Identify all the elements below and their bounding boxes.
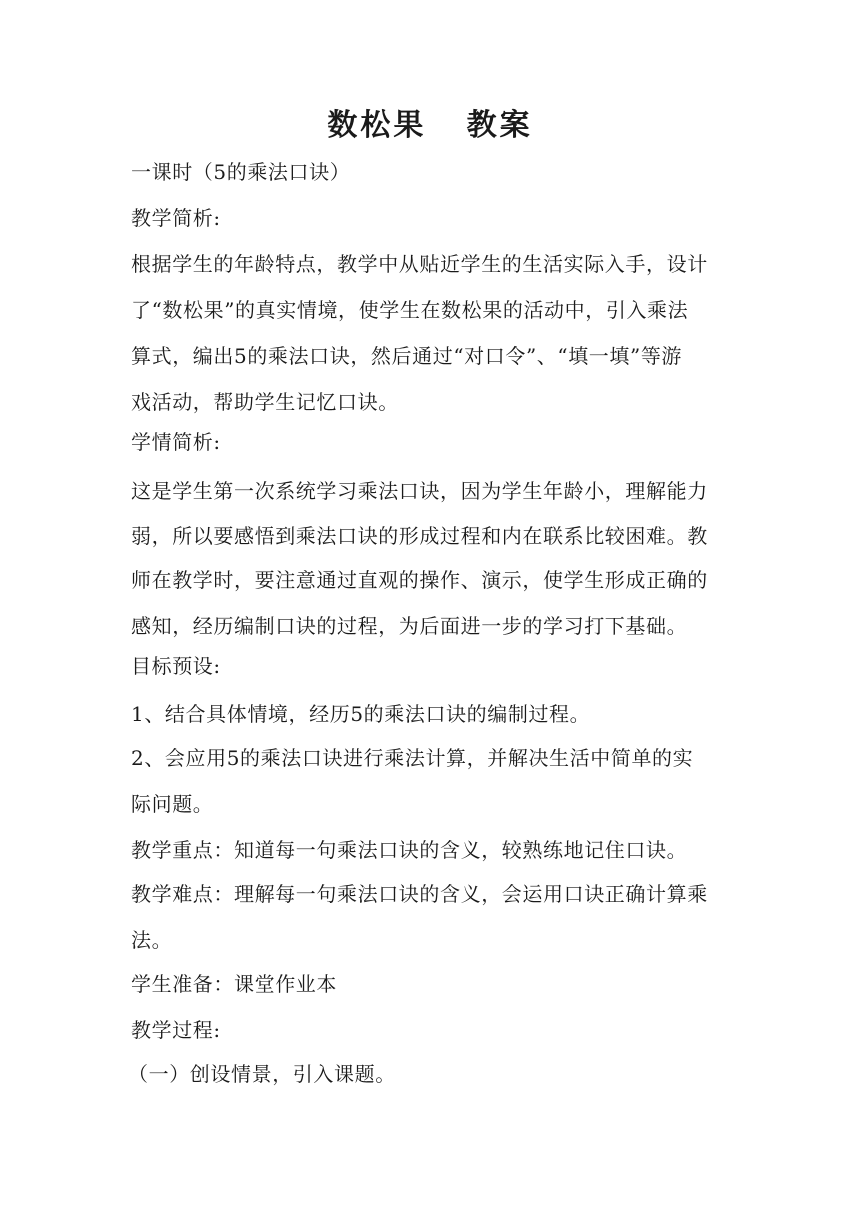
teaching-analysis-line: 了“数松果”的真实情境，使学生在数松果的活动中，引入乘法 <box>131 298 689 322</box>
learner-analysis-heading: 学情简析: <box>131 430 221 454</box>
difficulty-line: 法。 <box>131 928 173 952</box>
goals-heading: 目标预设: <box>131 654 221 678</box>
preparation: 学生准备：课堂作业本 <box>131 972 337 996</box>
goal-item-1: 1、结合具体情境，经历5的乘法口诀的编制过程。 <box>131 702 591 726</box>
lesson-label: 一课时（5的乘法口诀） <box>131 160 351 184</box>
learner-analysis-line: 弱，所以要感悟到乘法口诀的形成过程和内在联系比较困难。教 <box>131 524 708 548</box>
goal-item-2-line: 际问题。 <box>131 792 214 816</box>
learner-analysis-line: 这是学生第一次系统学习乘法口诀，因为学生年龄小，理解能力 <box>131 479 708 503</box>
process-step-1: （一）创设情景，引入课题。 <box>128 1062 396 1086</box>
learner-analysis-line: 感知，经历编制口诀的过程，为后面进一步的学习打下基础。 <box>131 614 688 638</box>
teaching-analysis-heading: 教学简析: <box>131 206 221 230</box>
document-title: 数松果 教案 <box>327 108 533 143</box>
key-point: 教学重点：知道每一句乘法口诀的含义，较熟练地记住口诀。 <box>131 838 688 862</box>
teaching-analysis-line: 算式，编出5的乘法口诀，然后通过“对口令”、“填一填”等游 <box>131 344 683 368</box>
goal-item-2-line: 2、会应用5的乘法口诀进行乘法计算，并解决生活中简单的实 <box>131 746 694 770</box>
learner-analysis-line: 师在教学时，要注意通过直观的操作、演示，使学生形成正确的 <box>131 568 708 592</box>
teaching-analysis-line: 根据学生的年龄特点，教学中从贴近学生的生活实际入手，设计 <box>131 252 708 276</box>
process-heading: 教学过程: <box>131 1018 221 1042</box>
difficulty-line: 教学难点：理解每一句乘法口诀的含义，会运用口诀正确计算乘 <box>131 882 708 906</box>
teaching-analysis-line: 戏活动，帮助学生记忆口诀。 <box>131 390 399 414</box>
